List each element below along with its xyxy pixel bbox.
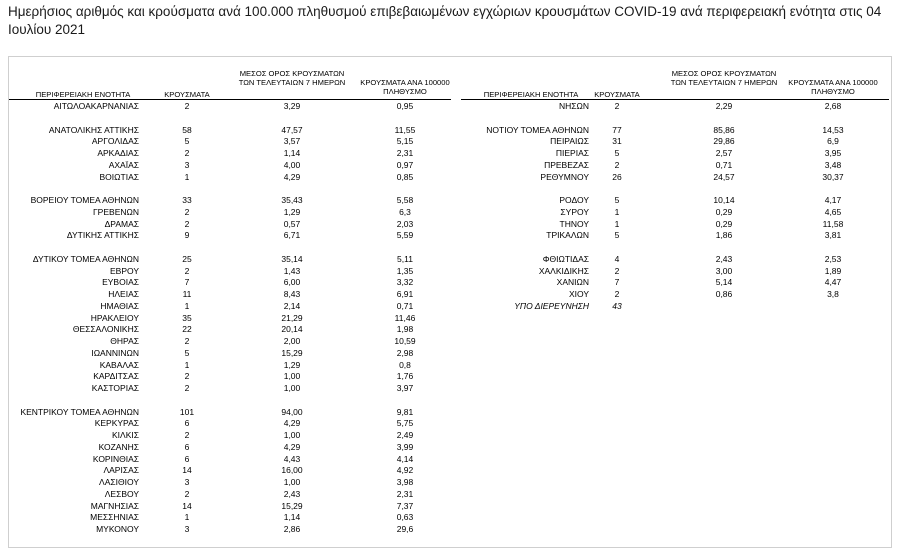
per100k-value: 10,59 xyxy=(394,336,416,346)
avg7-value: 20,14 xyxy=(281,324,303,335)
cases-value: 6 xyxy=(184,453,190,464)
avg7-value: 2,14 xyxy=(283,300,301,311)
region-name: ΑΡΓΟΛΙΔΑΣ xyxy=(91,136,139,147)
avg7-value: 0,86 xyxy=(715,289,733,299)
avg7-value: 1,29 xyxy=(283,206,301,217)
left-header-cases: ΚΡΟΥΣΜΑΤΑ xyxy=(164,90,210,99)
avg7-value: 1,14 xyxy=(283,512,301,523)
cases-value: 26 xyxy=(612,171,622,182)
region-name: ΤΡΙΚΑΛΩΝ xyxy=(546,230,589,241)
cases-value: 6 xyxy=(184,418,190,429)
cases-value: 5 xyxy=(184,347,190,358)
cases-value: 35 xyxy=(182,312,192,323)
cases-value: 5 xyxy=(184,136,190,147)
per100k-value: 2,53 xyxy=(824,253,842,264)
cases-value: 1 xyxy=(184,359,190,370)
per100k-value: 4,47 xyxy=(824,277,842,288)
avg7-value: 4,29 xyxy=(283,171,301,182)
per100k-value: 1,35 xyxy=(396,265,414,276)
per100k-value: 3,8 xyxy=(827,289,839,299)
per100k-value: 0,71 xyxy=(396,300,414,311)
cases-value: 5 xyxy=(614,230,620,241)
avg7-value: 2,86 xyxy=(283,524,301,534)
region-name: ΓΡΕΒΕΝΩΝ xyxy=(93,206,139,217)
avg7-value: 3,00 xyxy=(715,265,733,276)
per100k-value: 3,98 xyxy=(396,477,414,487)
per100k-value: 4,65 xyxy=(824,206,842,217)
cases-value: 2 xyxy=(184,101,190,111)
per100k-value: 5,11 xyxy=(397,253,413,264)
per100k-value: 3,97 xyxy=(396,383,414,393)
avg7-value: 2,29 xyxy=(715,101,733,111)
left-header-avg7: ΜΕΣΟΣ ΟΡΟΣ ΚΡΟΥΣΜΑΤΩΝ ΤΩΝ ΤΕΛΕΥΤΑΙΩΝ 7 ΗΜΕΡΩΝ xyxy=(238,69,346,87)
avg7-value: 4,43 xyxy=(283,453,301,464)
avg7-value: 4,00 xyxy=(283,159,301,170)
avg7-value: 29,86 xyxy=(713,136,735,147)
per100k-value: 1,76 xyxy=(396,371,414,382)
region-name: ΠΕΙΡΑΙΩΣ xyxy=(550,136,589,147)
cases-value: 2 xyxy=(614,265,620,276)
avg7-value: 2,43 xyxy=(283,488,301,499)
cases-value: 14 xyxy=(182,500,192,511)
per100k-value: 2,98 xyxy=(396,347,414,358)
per100k-value: 3,99 xyxy=(396,441,414,452)
avg7-value: 1,29 xyxy=(283,359,301,370)
cases-value: 7 xyxy=(184,277,190,288)
avg7-value: 6,71 xyxy=(283,230,301,241)
per100k-value: 2,31 xyxy=(396,488,414,499)
per100k-value: 2,68 xyxy=(824,101,842,111)
per100k-value: 3,81 xyxy=(824,230,842,241)
region-name: ΑΡΚΑΔΙΑΣ xyxy=(97,148,139,158)
region-name: ΚΙΛΚΙΣ xyxy=(112,430,139,440)
per100k-value: 11,55 xyxy=(394,124,416,135)
left-header-region: ΠΕΡΙΦΕΡΕΙΑΚΗ ΕΝΟΤΗΤΑ xyxy=(35,90,131,99)
cases-value: 2 xyxy=(184,206,190,217)
per100k-value: 2,31 xyxy=(396,148,414,158)
per100k-value: 2,03 xyxy=(396,218,414,229)
cases-value: 1 xyxy=(614,206,620,217)
per100k-value: 1,98 xyxy=(396,324,414,335)
avg7-value: 21,29 xyxy=(281,312,303,323)
region-name: ΜΑΓΝΗΣΙΑΣ xyxy=(90,500,139,511)
avg7-value: 16,00 xyxy=(281,465,303,476)
per100k-value: 9,81 xyxy=(396,406,414,417)
avg7-value: 1,00 xyxy=(283,430,301,440)
region-name: ΚΟΖΑΝΗΣ xyxy=(98,441,139,452)
region-name: ΕΒΡΟΥ xyxy=(109,265,139,276)
region-name: ΧΑΛΚΙΔΙΚΗΣ xyxy=(538,265,589,276)
region-name: ΔΥΤΙΚΟΥ ΤΟΜΕΑ ΑΘΗΝΩΝ xyxy=(32,253,139,264)
cases-value: 6 xyxy=(184,441,190,452)
cases-value: 25 xyxy=(182,253,192,264)
region-name: ΝΗΣΩΝ xyxy=(558,101,589,111)
region-name: ΚΑΒΑΛΑΣ xyxy=(99,359,139,370)
region-name: ΚΑΡΔΙΤΣΑΣ xyxy=(93,371,139,382)
cases-value: 2 xyxy=(614,289,620,299)
cases-value: 11 xyxy=(182,289,192,299)
cases-value: 3 xyxy=(184,477,190,487)
region-name: ΜΕΣΣΗΝΙΑΣ xyxy=(90,512,139,523)
cases-value: 4 xyxy=(614,253,620,264)
cases-value: 1 xyxy=(614,218,620,229)
cases-value: 2 xyxy=(184,265,190,276)
avg7-value: 35,14 xyxy=(281,253,303,264)
cases-value: 3 xyxy=(184,159,190,170)
cases-value: 2 xyxy=(184,218,190,229)
per100k-value: 0,95 xyxy=(396,101,414,111)
per100k-value: 6,3 xyxy=(399,206,411,217)
per100k-value: 11,58 xyxy=(822,218,844,229)
per100k-value: 5,59 xyxy=(396,230,414,241)
region-name: ΔΥΤΙΚΗΣ ΑΤΤΙΚΗΣ xyxy=(66,230,139,241)
avg7-value: 2,43 xyxy=(715,253,733,264)
per100k-value: 3,48 xyxy=(824,159,842,170)
cases-value: 7 xyxy=(614,277,620,288)
per100k-value: 2,49 xyxy=(396,430,414,440)
cases-value: 1 xyxy=(184,171,190,182)
cases-value: 101 xyxy=(179,406,195,417)
avg7-value: 4,29 xyxy=(283,418,301,429)
per100k-value: 0,63 xyxy=(396,512,414,523)
region-name: ΙΩΑΝΝΙΝΩΝ xyxy=(91,347,139,358)
avg7-value: 0,71 xyxy=(715,159,733,170)
region-name: ΣΥΡΟΥ xyxy=(560,206,589,217)
region-name: ΑΙΤΩΛΟΑΚΑΡΝΑΝΙΑΣ xyxy=(53,101,139,111)
avg7-value: 6,00 xyxy=(283,277,301,288)
right-header-per100k: ΚΡΟΥΣΜΑΤΑ ΑΝΑ 100000 ΠΛΗΘΥΣΜΟ xyxy=(788,78,878,96)
cases-value: 5 xyxy=(614,148,620,158)
region-name: ΛΕΣΒΟΥ xyxy=(104,488,139,499)
avg7-value: 47,57 xyxy=(281,124,303,135)
per100k-value: 6,9 xyxy=(827,136,839,147)
region-name: ΝΟΤΙΟΥ ΤΟΜΕΑ ΑΘΗΝΩΝ xyxy=(486,124,589,135)
region-name: ΗΜΑΘΙΑΣ xyxy=(100,300,139,311)
per100k-value: 4,14 xyxy=(396,453,414,464)
region-name: ΚΕΡΚΥΡΑΣ xyxy=(94,418,139,429)
region-name: ΘΕΣΣΑΛΟΝΙΚΗΣ xyxy=(72,324,139,335)
avg7-value: 10,14 xyxy=(713,195,735,205)
region-name: ΑΝΑΤΟΛΙΚΗΣ ΑΤΤΙΚΗΣ xyxy=(48,124,139,135)
avg7-value: 0,29 xyxy=(715,218,733,229)
region-name: ΛΑΣΙΘΙΟΥ xyxy=(99,477,139,487)
avg7-value: 1,43 xyxy=(283,265,301,276)
avg7-value: 1,14 xyxy=(283,148,301,158)
per100k-value: 3,95 xyxy=(824,148,842,158)
region-name: ΦΘΙΩΤΙΔΑΣ xyxy=(542,253,589,264)
right-header-region: ΠΕΡΙΦΕΡΕΙΑΚΗ ΕΝΟΤΗΤΑ xyxy=(483,90,579,99)
avg7-value: 15,29 xyxy=(281,500,303,511)
region-name: ΤΗΝΟΥ xyxy=(559,218,589,229)
cases-value: 1 xyxy=(184,512,190,523)
avg7-value: 15,29 xyxy=(281,347,303,358)
per100k-value: 29,6 xyxy=(396,524,414,534)
avg7-value: 8,43 xyxy=(283,289,301,299)
region-name: ΑΧΑΪΑΣ xyxy=(108,159,139,170)
region-name: ΚΟΡΙΝΘΙΑΣ xyxy=(92,453,139,464)
avg7-value: 0,57 xyxy=(283,218,301,229)
region-name: ΚΕΝΤΡΙΚΟΥ ΤΟΜΕΑ ΑΘΗΝΩΝ xyxy=(20,406,139,417)
region-name: ΚΑΣΤΟΡΙΑΣ xyxy=(91,383,139,393)
per100k-value: 0,8 xyxy=(399,359,411,370)
cases-value: 2 xyxy=(184,430,190,440)
cases-value: 3 xyxy=(184,524,190,534)
region-name: ΜΥΚΟΝΟΥ xyxy=(96,524,139,534)
right-header-cases: ΚΡΟΥΣΜΑΤΑ xyxy=(594,90,640,99)
per100k-value: 1,89 xyxy=(824,265,842,276)
per100k-value: 5,75 xyxy=(396,418,414,429)
cases-value: 5 xyxy=(614,195,620,205)
avg7-value: 1,00 xyxy=(283,371,301,382)
cases-value: 2 xyxy=(184,383,190,393)
avg7-value: 24,57 xyxy=(713,171,735,182)
avg7-value: 4,29 xyxy=(283,441,301,452)
cases-value: 58 xyxy=(182,124,192,135)
avg7-value: 3,29 xyxy=(283,101,301,111)
per100k-value: 14,53 xyxy=(822,124,844,135)
avg7-value: 35,43 xyxy=(281,195,303,205)
region-name: ΧΑΝΙΩΝ xyxy=(556,277,589,288)
cases-value: 2 xyxy=(184,488,190,499)
per100k-value: 4,92 xyxy=(396,465,414,476)
region-name: ΔΡΑΜΑΣ xyxy=(104,218,139,229)
region-name: ΒΟΡΕΙΟΥ ΤΟΜΕΑ ΑΘΗΝΩΝ xyxy=(30,195,139,205)
per100k-value: 3,32 xyxy=(396,277,414,288)
avg7-value: 94,00 xyxy=(281,406,303,417)
avg7-value: 1,86 xyxy=(715,230,733,241)
avg7-value: 2,57 xyxy=(715,148,733,158)
region-name: ΡΟΔΟΥ xyxy=(559,195,589,205)
page-title: Ημερήσιος αριθμός και κρούσματα ανά 100.000 πληθυσμού επιβεβαιωμένων εγχώριων κρουσμάτων COVID-19 ανά περιφερειακή ενότητα στις 04 Ιουλίου 2021 xyxy=(8,4,882,37)
per100k-value: 11,46 xyxy=(394,312,416,323)
right-header-avg7: ΜΕΣΟΣ ΟΡΟΣ ΚΡΟΥΣΜΑΤΩΝ ΤΩΝ ΤΕΛΕΥΤΑΙΩΝ 7 ΗΜΕΡΩΝ xyxy=(670,69,778,87)
cases-value: 22 xyxy=(182,324,192,335)
left-header-per100k: ΚΡΟΥΣΜΑΤΑ ΑΝΑ 100000 ΠΛΗΘΥΣΜΟ xyxy=(360,78,450,96)
avg7-value: 85,86 xyxy=(713,124,735,135)
cases-value: 77 xyxy=(612,124,622,135)
cases-value: 2 xyxy=(184,148,190,158)
region-name: ΠΙΕΡΙΑΣ xyxy=(555,148,589,158)
cases-table-sheet xyxy=(8,56,892,548)
cases-value: 2 xyxy=(184,336,190,346)
per100k-value: 4,17 xyxy=(824,195,842,205)
cases-value: 1 xyxy=(184,300,190,311)
avg7-value: 5,14 xyxy=(715,277,733,288)
cases-value: 14 xyxy=(182,465,192,476)
region-name: ΕΥΒΟΙΑΣ xyxy=(102,277,139,288)
region-name: ΥΠΟ ΔΙΕΡΕΥΝΗΣΗ xyxy=(514,300,589,311)
per100k-value: 0,85 xyxy=(396,171,414,182)
region-name: ΛΑΡΙΣΑΣ xyxy=(103,465,139,476)
avg7-value: 1,00 xyxy=(283,383,301,393)
cases-value: 43 xyxy=(612,300,622,311)
region-name: ΠΡΕΒΕΖΑΣ xyxy=(544,159,589,170)
per100k-value: 0,97 xyxy=(396,159,414,170)
per100k-value: 7,37 xyxy=(396,500,414,511)
region-name: ΗΛΕΙΑΣ xyxy=(108,289,139,299)
cases-value: 2 xyxy=(614,159,620,170)
cases-value: 33 xyxy=(182,195,192,205)
cases-value: 2 xyxy=(614,101,620,111)
region-name: ΒΟΙΩΤΙΑΣ xyxy=(99,171,139,182)
per100k-value: 5,15 xyxy=(396,136,414,147)
region-name: ΧΙΟΥ xyxy=(568,289,589,299)
per100k-value: 6,91 xyxy=(396,289,414,299)
region-name: ΘΗΡΑΣ xyxy=(110,336,139,346)
avg7-value: 0,29 xyxy=(715,206,733,217)
per100k-value: 5,58 xyxy=(396,195,414,205)
avg7-value: 2,00 xyxy=(283,336,301,346)
avg7-value: 1,00 xyxy=(283,477,301,487)
cases-value: 31 xyxy=(612,136,622,147)
per100k-value: 30,37 xyxy=(822,171,844,182)
avg7-value: 3,57 xyxy=(283,136,301,147)
region-name: ΡΕΘΥΜΝΟΥ xyxy=(540,171,589,182)
cases-value: 2 xyxy=(184,371,190,382)
cases-value: 9 xyxy=(184,230,190,241)
region-name: ΗΡΑΚΛΕΙΟΥ xyxy=(90,312,139,323)
